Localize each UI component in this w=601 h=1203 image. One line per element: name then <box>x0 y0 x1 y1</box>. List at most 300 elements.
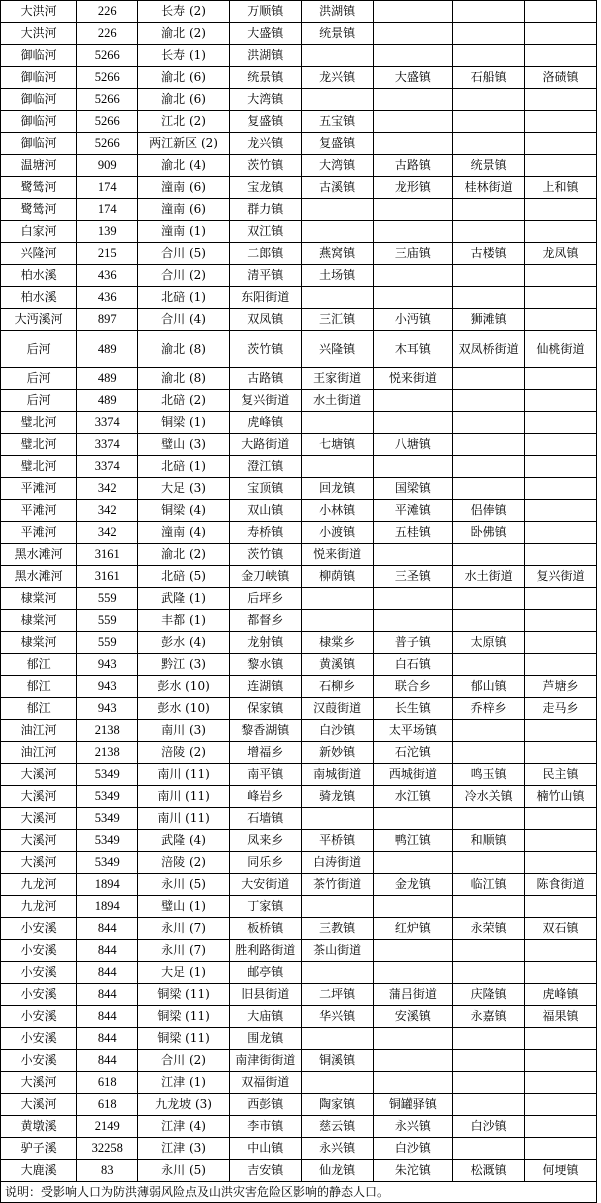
town-cell: 龙兴镇 <box>301 67 373 89</box>
town-cell: 楠竹山镇 <box>525 786 597 808</box>
town-cell: 棣棠乡 <box>301 632 373 654</box>
river-cell: 黑水滩河 <box>1 544 77 566</box>
town-cell: 金龙镇 <box>373 874 453 896</box>
town-cell: 骑龙镇 <box>301 786 373 808</box>
town-cell <box>453 265 525 287</box>
town-cell <box>453 940 525 962</box>
river-cell: 大溪河 <box>1 1072 77 1094</box>
town-cell: 峰岩乡 <box>229 786 301 808</box>
town-cell: 华兴镇 <box>301 1006 373 1028</box>
town-cell <box>453 412 525 434</box>
town-cell: 卧佛镇 <box>453 522 525 544</box>
town-cell <box>453 962 525 984</box>
table-row <box>1 676 597 698</box>
town-cell: 龙射镇 <box>229 632 301 654</box>
population-cell: 5349 <box>77 830 138 852</box>
town-cell: 复盛镇 <box>301 133 373 155</box>
town-cell: 保家镇 <box>229 698 301 720</box>
table-row <box>1 764 597 786</box>
river-cell: 黄墩溪 <box>1 1116 77 1138</box>
river-cell: 御临河 <box>1 133 77 155</box>
town-cell: 土场镇 <box>301 265 373 287</box>
district-cell: 璧山 (3) <box>138 434 230 456</box>
town-cell: 汉葭街道 <box>301 698 373 720</box>
population-cell: 342 <box>77 500 138 522</box>
town-cell: 蒲吕街道 <box>373 984 453 1006</box>
town-cell <box>453 390 525 412</box>
town-cell <box>525 456 597 478</box>
town-cell: 福果镇 <box>525 1006 597 1028</box>
table-row <box>1 434 597 456</box>
river-cell: 平滩河 <box>1 500 77 522</box>
town-cell <box>373 852 453 874</box>
population-cell: 844 <box>77 984 138 1006</box>
river-cell: 温塘河 <box>1 155 77 177</box>
district-cell: 铜梁 (11) <box>138 984 230 1006</box>
town-cell <box>373 287 453 309</box>
district-cell: 江津 (1) <box>138 1072 230 1094</box>
district-cell: 大足 (1) <box>138 962 230 984</box>
river-cell: 大洪河 <box>1 23 77 45</box>
town-cell: 复兴街道 <box>525 566 597 588</box>
river-cell: 郁江 <box>1 698 77 720</box>
town-cell: 鸣玉镇 <box>453 764 525 786</box>
town-cell <box>525 1116 597 1138</box>
population-cell: 5349 <box>77 852 138 874</box>
population-cell: 909 <box>77 155 138 177</box>
town-cell <box>373 1050 453 1072</box>
population-cell: 618 <box>77 1072 138 1094</box>
district-cell: 永川 (5) <box>138 1160 230 1182</box>
town-cell: 东阳街道 <box>229 287 301 309</box>
town-cell <box>453 434 525 456</box>
population-cell: 32258 <box>77 1138 138 1160</box>
town-cell: 回龙镇 <box>301 478 373 500</box>
district-cell: 渝北 (6) <box>138 89 230 111</box>
district-cell: 渝北 (8) <box>138 331 230 368</box>
town-cell <box>301 45 373 67</box>
river-cell: 大溪河 <box>1 1094 77 1116</box>
district-cell: 渝北 (2) <box>138 544 230 566</box>
town-cell: 何埂镇 <box>525 1160 597 1182</box>
town-cell <box>525 1 597 23</box>
district-cell: 彭水 (4) <box>138 632 230 654</box>
town-cell <box>453 720 525 742</box>
district-cell: 江津 (4) <box>138 1116 230 1138</box>
town-cell: 三汇镇 <box>301 309 373 331</box>
town-cell <box>453 1050 525 1072</box>
town-cell: 古溪镇 <box>301 177 373 199</box>
district-cell: 璧山 (1) <box>138 896 230 918</box>
district-cell: 铜梁 (4) <box>138 500 230 522</box>
table-row <box>1 918 597 940</box>
table-row <box>1 610 597 632</box>
town-cell <box>453 221 525 243</box>
population-cell: 5266 <box>77 133 138 155</box>
town-cell: 古路镇 <box>229 368 301 390</box>
table-row <box>1 632 597 654</box>
population-cell: 3161 <box>77 544 138 566</box>
river-cell: 鹭鸶河 <box>1 199 77 221</box>
town-cell: 三圣镇 <box>373 566 453 588</box>
district-cell: 铜梁 (1) <box>138 412 230 434</box>
river-cell: 大溪河 <box>1 830 77 852</box>
district-cell: 永川 (5) <box>138 874 230 896</box>
town-cell <box>525 155 597 177</box>
district-cell: 永川 (7) <box>138 940 230 962</box>
table-row <box>1 786 597 808</box>
table-row <box>1 830 597 852</box>
district-cell: 合川 (2) <box>138 265 230 287</box>
town-cell: 郁山镇 <box>453 676 525 698</box>
town-cell <box>525 522 597 544</box>
population-cell: 844 <box>77 962 138 984</box>
table-row <box>1 1028 597 1050</box>
population-cell: 3374 <box>77 456 138 478</box>
town-cell: 统景镇 <box>301 23 373 45</box>
town-cell <box>453 133 525 155</box>
town-cell: 和顺镇 <box>453 830 525 852</box>
town-cell <box>453 287 525 309</box>
population-cell: 5266 <box>77 111 138 133</box>
district-cell: 大足 (3) <box>138 478 230 500</box>
town-cell <box>373 412 453 434</box>
district-cell: 合川 (4) <box>138 309 230 331</box>
town-cell: 石墙镇 <box>229 808 301 830</box>
town-cell: 五宝镇 <box>301 111 373 133</box>
town-cell <box>525 896 597 918</box>
town-cell: 走马乡 <box>525 698 597 720</box>
river-cell: 郁江 <box>1 676 77 698</box>
town-cell <box>453 368 525 390</box>
population-cell: 943 <box>77 698 138 720</box>
town-cell <box>373 390 453 412</box>
town-cell: 黄溪镇 <box>301 654 373 676</box>
population-cell: 174 <box>77 199 138 221</box>
town-cell <box>453 610 525 632</box>
district-cell: 渝北 (2) <box>138 23 230 45</box>
town-cell: 龙凤镇 <box>525 243 597 265</box>
town-cell: 板桥镇 <box>229 918 301 940</box>
town-cell <box>301 808 373 830</box>
town-cell <box>453 544 525 566</box>
town-cell: 龙兴镇 <box>229 133 301 155</box>
town-cell: 木耳镇 <box>373 331 453 368</box>
table-row <box>1 1072 597 1094</box>
town-cell: 普子镇 <box>373 632 453 654</box>
population-cell: 3161 <box>77 566 138 588</box>
town-cell: 兴隆镇 <box>301 331 373 368</box>
table-row <box>1 1006 597 1028</box>
town-cell: 上和镇 <box>525 177 597 199</box>
town-cell <box>525 1050 597 1072</box>
town-cell: 清平镇 <box>229 265 301 287</box>
table-row <box>1 896 597 918</box>
table-row <box>1 1116 597 1138</box>
town-cell <box>373 962 453 984</box>
river-cell: 御临河 <box>1 67 77 89</box>
population-cell: 226 <box>77 1 138 23</box>
town-cell: 白石镇 <box>373 654 453 676</box>
town-cell: 石船镇 <box>453 67 525 89</box>
table-row <box>1 962 597 984</box>
population-cell: 943 <box>77 676 138 698</box>
town-cell: 白涛街道 <box>301 852 373 874</box>
table-row <box>1 111 597 133</box>
district-cell: 南川 (3) <box>138 720 230 742</box>
town-cell <box>301 962 373 984</box>
town-cell: 双凤桥街道 <box>453 331 525 368</box>
town-cell <box>525 852 597 874</box>
town-cell: 澄江镇 <box>229 456 301 478</box>
town-cell: 永嘉镇 <box>453 1006 525 1028</box>
town-cell: 大盛镇 <box>373 67 453 89</box>
district-cell: 九龙坡 (3) <box>138 1094 230 1116</box>
town-cell <box>373 133 453 155</box>
district-cell: 武隆 (4) <box>138 830 230 852</box>
population-cell: 943 <box>77 654 138 676</box>
town-cell: 复兴街道 <box>229 390 301 412</box>
town-cell <box>453 456 525 478</box>
table-row <box>1 500 597 522</box>
town-cell <box>373 456 453 478</box>
town-cell <box>525 632 597 654</box>
district-cell: 南川 (11) <box>138 808 230 830</box>
population-cell: 2149 <box>77 1116 138 1138</box>
town-cell <box>525 1072 597 1094</box>
district-cell: 北碚 (5) <box>138 566 230 588</box>
town-cell <box>525 1028 597 1050</box>
town-cell <box>373 896 453 918</box>
population-cell: 139 <box>77 221 138 243</box>
town-cell: 都督乡 <box>229 610 301 632</box>
district-cell: 北碚 (2) <box>138 390 230 412</box>
river-cell: 御临河 <box>1 111 77 133</box>
district-cell: 南川 (11) <box>138 764 230 786</box>
town-cell: 陶家镇 <box>301 1094 373 1116</box>
town-cell <box>525 720 597 742</box>
town-cell: 古楼镇 <box>453 243 525 265</box>
town-cell <box>453 1072 525 1094</box>
river-cell: 璧北河 <box>1 434 77 456</box>
town-cell: 民主镇 <box>525 764 597 786</box>
town-cell <box>453 1138 525 1160</box>
town-cell <box>453 23 525 45</box>
town-cell: 丁家镇 <box>229 896 301 918</box>
town-cell <box>453 588 525 610</box>
river-cell: 小安溪 <box>1 940 77 962</box>
town-cell <box>373 1 453 23</box>
town-cell <box>373 45 453 67</box>
district-cell: 涪陵 (2) <box>138 852 230 874</box>
town-cell: 双江镇 <box>229 221 301 243</box>
river-cell: 璧北河 <box>1 456 77 478</box>
town-cell <box>453 654 525 676</box>
town-cell: 双石镇 <box>525 918 597 940</box>
town-cell: 洛碛镇 <box>525 67 597 89</box>
town-cell <box>301 89 373 111</box>
table-row <box>1 984 597 1006</box>
town-cell <box>373 111 453 133</box>
town-cell <box>373 221 453 243</box>
population-cell: 897 <box>77 309 138 331</box>
river-cell: 九龙河 <box>1 896 77 918</box>
town-cell <box>301 896 373 918</box>
table-row <box>1 287 597 309</box>
town-cell: 大庙镇 <box>229 1006 301 1028</box>
population-cell: 5266 <box>77 89 138 111</box>
town-cell: 古路镇 <box>373 155 453 177</box>
population-cell: 342 <box>77 478 138 500</box>
town-cell <box>525 962 597 984</box>
town-cell: 宝顶镇 <box>229 478 301 500</box>
town-cell: 桂林街道 <box>453 177 525 199</box>
table-note: 说明：受影响人口为防洪薄弱风险点及山洪灾害危险区影响的静态人口。 <box>1 1182 597 1203</box>
population-cell: 2138 <box>77 742 138 764</box>
district-cell: 彭水 (10) <box>138 698 230 720</box>
town-cell <box>525 808 597 830</box>
town-cell: 朱沱镇 <box>373 1160 453 1182</box>
population-cell: 559 <box>77 588 138 610</box>
town-cell: 仙龙镇 <box>301 1160 373 1182</box>
table-row <box>1 155 597 177</box>
town-cell <box>525 390 597 412</box>
town-cell: 黎水镇 <box>229 654 301 676</box>
table-row <box>1 368 597 390</box>
district-cell: 潼南 (6) <box>138 199 230 221</box>
town-cell <box>373 199 453 221</box>
town-cell: 红炉镇 <box>373 918 453 940</box>
table-row <box>1 390 597 412</box>
population-cell: 844 <box>77 1006 138 1028</box>
town-cell <box>453 896 525 918</box>
town-cell <box>453 742 525 764</box>
town-cell: 石沱镇 <box>373 742 453 764</box>
river-cell: 大溪河 <box>1 808 77 830</box>
town-cell <box>373 265 453 287</box>
town-cell: 陈食街道 <box>525 874 597 896</box>
river-cell: 九龙河 <box>1 874 77 896</box>
town-cell: 八塘镇 <box>373 434 453 456</box>
district-cell: 渝北 (6) <box>138 67 230 89</box>
town-cell: 统景镇 <box>453 155 525 177</box>
town-cell <box>453 199 525 221</box>
table-row <box>1 456 597 478</box>
town-cell: 宝龙镇 <box>229 177 301 199</box>
town-cell: 南平镇 <box>229 764 301 786</box>
district-cell: 铜梁 (11) <box>138 1006 230 1028</box>
town-cell <box>453 1 525 23</box>
district-cell: 丰都 (1) <box>138 610 230 632</box>
town-cell: 南津街街道 <box>229 1050 301 1072</box>
town-cell: 双山镇 <box>229 500 301 522</box>
table-row <box>1 544 597 566</box>
population-cell: 1894 <box>77 874 138 896</box>
town-cell <box>525 478 597 500</box>
town-cell: 虎峰镇 <box>525 984 597 1006</box>
population-cell: 5349 <box>77 786 138 808</box>
town-cell: 水江镇 <box>373 786 453 808</box>
district-cell: 两江新区 (2) <box>138 133 230 155</box>
town-cell <box>301 287 373 309</box>
table-row <box>1 1160 597 1182</box>
table-row <box>1 808 597 830</box>
table-row <box>1 1138 597 1160</box>
town-cell: 白沙镇 <box>301 720 373 742</box>
town-cell: 仙桃街道 <box>525 331 597 368</box>
town-cell <box>373 808 453 830</box>
town-cell <box>373 610 453 632</box>
town-cell: 安溪镇 <box>373 1006 453 1028</box>
river-cell: 后河 <box>1 368 77 390</box>
table-row <box>1 243 597 265</box>
town-cell: 南城街道 <box>301 764 373 786</box>
town-cell: 洪湖镇 <box>301 1 373 23</box>
table-row <box>1 588 597 610</box>
district-cell: 南川 (11) <box>138 786 230 808</box>
district-cell: 长寿 (1) <box>138 45 230 67</box>
town-cell: 狮滩镇 <box>453 309 525 331</box>
town-cell: 永兴镇 <box>373 1116 453 1138</box>
population-cell: 559 <box>77 632 138 654</box>
river-cell: 棣棠河 <box>1 588 77 610</box>
district-cell: 涪陵 (2) <box>138 742 230 764</box>
population-cell: 83 <box>77 1160 138 1182</box>
town-cell: 连湖镇 <box>229 676 301 698</box>
town-cell <box>453 478 525 500</box>
town-cell: 大盛镇 <box>229 23 301 45</box>
town-cell: 三教镇 <box>301 918 373 940</box>
table-row <box>1 23 597 45</box>
town-cell <box>525 830 597 852</box>
town-cell: 新妙镇 <box>301 742 373 764</box>
population-cell: 5266 <box>77 45 138 67</box>
town-cell: 三庙镇 <box>373 243 453 265</box>
population-cell: 2138 <box>77 720 138 742</box>
town-cell <box>525 588 597 610</box>
town-cell: 铜罐驿镇 <box>373 1094 453 1116</box>
town-cell: 万顺镇 <box>229 1 301 23</box>
town-cell <box>301 412 373 434</box>
town-cell: 茨竹镇 <box>229 155 301 177</box>
town-cell: 西城街道 <box>373 764 453 786</box>
town-cell: 庆隆镇 <box>453 984 525 1006</box>
river-cell: 大溪河 <box>1 852 77 874</box>
town-cell <box>373 1072 453 1094</box>
population-cell: 559 <box>77 610 138 632</box>
river-cell: 小安溪 <box>1 918 77 940</box>
town-cell: 太原镇 <box>453 632 525 654</box>
population-cell: 436 <box>77 265 138 287</box>
town-cell: 中山镇 <box>229 1138 301 1160</box>
town-cell: 茨竹镇 <box>229 544 301 566</box>
river-cell: 油江河 <box>1 742 77 764</box>
table-row <box>1 45 597 67</box>
town-cell: 邮亭镇 <box>229 962 301 984</box>
table-row <box>1 522 597 544</box>
town-cell: 二郎镇 <box>229 243 301 265</box>
town-cell: 永荣镇 <box>453 918 525 940</box>
river-cell: 兴隆河 <box>1 243 77 265</box>
district-cell: 武隆 (1) <box>138 588 230 610</box>
town-cell: 小林镇 <box>301 500 373 522</box>
river-cell: 大鹿溪 <box>1 1160 77 1182</box>
town-cell: 茨竹镇 <box>229 331 301 368</box>
town-cell: 增福乡 <box>229 742 301 764</box>
town-cell: 悦来街道 <box>301 544 373 566</box>
river-cell: 平滩河 <box>1 522 77 544</box>
town-cell <box>301 588 373 610</box>
